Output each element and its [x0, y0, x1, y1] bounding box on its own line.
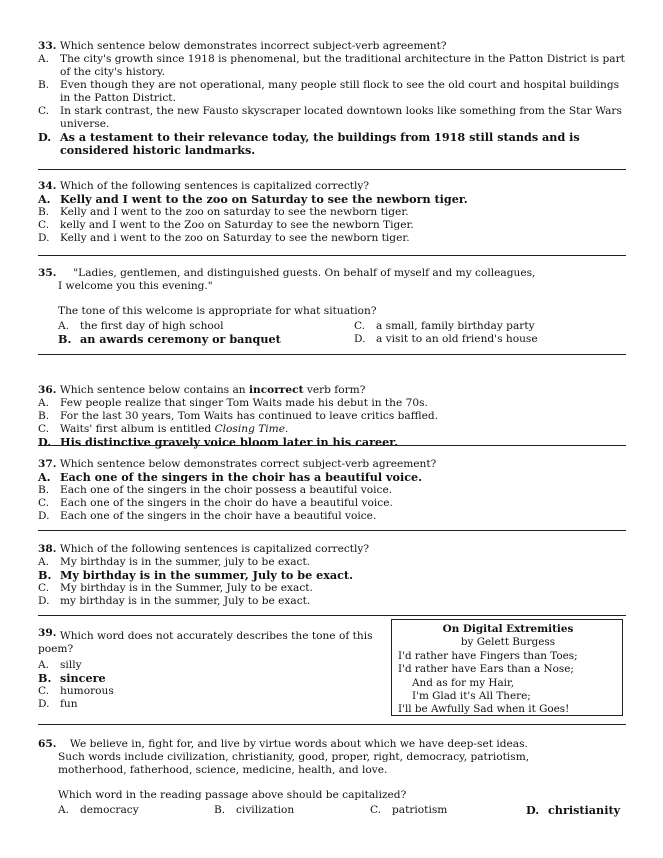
question-number: 36. — [38, 384, 57, 396]
option-letter: B. — [38, 79, 50, 91]
option-text: Kelly and i went to the zoo on Saturday to see the newborn tiger. — [60, 232, 410, 244]
option-a[interactable] — [58, 804, 139, 817]
question-text: Which word does not accurately describes the tone of this poem? — [38, 630, 373, 655]
question-text: Which of the following sentences is capitalized correctly? — [59, 180, 370, 192]
question-38 — [38, 543, 626, 608]
option-letter: A. — [38, 192, 51, 206]
passage — [38, 738, 626, 751]
option-text: My birthday is in the summer, july to be exact. — [60, 556, 311, 568]
option-text: democracy — [80, 804, 139, 816]
option-text: As a testament to their relevance today, the buildings from 1918 still stands and is considered historic landmarks. — [60, 130, 580, 157]
divider — [38, 615, 626, 616]
question-text: The tone of this welcome is appropriate for what situation? — [58, 305, 377, 317]
option-text: patriotism — [392, 804, 448, 816]
option-c[interactable] — [38, 582, 626, 595]
option-letter: D. — [38, 130, 52, 144]
question-number: 39. — [38, 627, 57, 639]
option-b[interactable] — [38, 569, 626, 582]
option-d[interactable] — [38, 232, 626, 245]
poem-line: I'd rather have Ears than a Nose; — [398, 663, 574, 676]
passage-line: We believe in, fight for, and live by virtue words about which we have deep-set ideas. — [69, 738, 528, 750]
option-letter: D. — [38, 232, 50, 244]
option-c[interactable] — [38, 219, 626, 232]
option-text: Few people realize that singer Tom Waits made his debut in the 70s. — [60, 397, 428, 409]
question-34 — [38, 180, 626, 245]
option-letter: C. — [38, 105, 50, 117]
option-d[interactable] — [354, 333, 626, 346]
option-letter: B. — [214, 804, 226, 816]
option-text: . — [285, 423, 289, 435]
option-letter: A. — [38, 53, 50, 65]
option-text: civilization — [236, 804, 295, 816]
option-letter: D. — [38, 510, 50, 522]
question-stem — [38, 627, 388, 656]
poem-line: And as for my Hair, — [412, 676, 515, 689]
passage-line: motherhood, fatherhood, science, medicine, health, and love. — [58, 764, 388, 776]
album-title: Closing Time — [214, 423, 285, 435]
option-d[interactable] — [38, 595, 626, 608]
option-letter: C. — [370, 804, 382, 816]
option-text: In stark contrast, the new Fausto skyscraper located downtown looks like something from the Star Wars universe. — [60, 105, 622, 130]
option-b[interactable] — [58, 333, 330, 346]
option-text: Each one of the singers in the choir have a beautiful voice. — [60, 510, 377, 522]
question-text: Which sentence below demonstrates correct subject-verb agreement? — [59, 458, 437, 470]
option-letter: C. — [38, 219, 50, 231]
option-letter: D. — [354, 333, 366, 345]
option-letter: D. — [526, 803, 540, 817]
passage-line: Such words include civilization, christianity, good, proper, right, democracy, patriotism, — [58, 751, 530, 763]
divider — [38, 724, 626, 725]
poem-title: On Digital Extremities — [442, 623, 574, 635]
option-text: For the last 30 years, Tom Waits has continued to leave critics baffled. — [60, 410, 439, 422]
option-letter: C. — [354, 320, 366, 332]
option-letter: C. — [38, 582, 50, 594]
question-65 — [38, 738, 626, 820]
question-emphasis: incorrect — [248, 384, 304, 396]
poem-line: I'd rather have Fingers than Toes; — [398, 649, 578, 662]
option-letter: D. — [38, 698, 50, 710]
quote — [38, 267, 626, 280]
question-33 — [38, 40, 626, 157]
poem-line: I'm Glad it's All There; — [412, 690, 531, 703]
option-letter: B. — [38, 484, 50, 496]
option-d[interactable] — [38, 131, 626, 157]
option-c[interactable] — [38, 685, 388, 698]
option-b[interactable] — [38, 484, 626, 497]
option-text: Each one of the singers in the choir has a beautiful voice. — [60, 470, 423, 484]
option-letter: D. — [38, 595, 50, 607]
option-a[interactable] — [38, 193, 626, 206]
option-letter: D. — [38, 435, 52, 449]
divider — [38, 255, 626, 256]
divider — [38, 445, 626, 446]
option-text: sincere — [60, 671, 106, 685]
option-letter: B. — [38, 568, 52, 582]
option-d[interactable] — [526, 804, 620, 817]
option-b[interactable] — [38, 410, 626, 423]
option-text: Each one of the singers in the choir do have a beautiful voice. — [60, 497, 393, 509]
option-letter: C. — [38, 423, 50, 435]
question-text: Which sentence below demonstrates incorrect subject-verb agreement? — [59, 40, 447, 52]
question-37 — [38, 458, 626, 523]
option-d[interactable] — [38, 510, 626, 523]
question-number: 65. — [38, 738, 57, 750]
option-a[interactable] — [38, 397, 626, 410]
question-39 — [38, 627, 388, 711]
option-b[interactable] — [38, 672, 388, 685]
option-text: a small, family birthday party — [376, 320, 535, 332]
option-d[interactable] — [38, 436, 626, 449]
option-text: The city's growth since 1918 is phenomenal, but the traditional architecture in the Patton District is part of the city's history. — [60, 53, 625, 78]
option-text: silly — [60, 659, 82, 671]
option-b[interactable] — [38, 79, 626, 105]
question-35 — [38, 267, 626, 346]
option-letter: B. — [38, 206, 50, 218]
option-text: Kelly and I went to the zoo on Saturday to see the newborn tiger. — [60, 192, 468, 206]
question-text: Which word in the reading passage above should be capitalized? — [58, 789, 407, 801]
question-stem — [38, 543, 626, 556]
option-letter: A. — [58, 804, 70, 816]
option-letter: B. — [38, 410, 50, 422]
poem-line: I'll be Awfully Sad when it Goes! — [398, 703, 570, 716]
option-text: Waits' first album is entitled — [60, 423, 215, 435]
option-c[interactable] — [354, 320, 626, 333]
question-number: 38. — [38, 543, 57, 555]
option-c[interactable] — [38, 497, 626, 510]
question-text: verb form? — [303, 384, 366, 396]
quote-line: I welcome you this evening." — [58, 280, 213, 292]
option-text: a visit to an old friend's house — [376, 333, 538, 345]
option-text: christianity — [548, 803, 621, 817]
option-text: kelly and I went to the Zoo on Saturday to see the newborn Tiger. — [60, 219, 414, 231]
option-a[interactable] — [38, 53, 626, 79]
option-d[interactable] — [38, 698, 388, 711]
divider — [38, 169, 626, 170]
option-text: Even though they are not operational, many people still flock to see the old court and hospital buildings in the Patton District. — [60, 79, 620, 104]
quote-line: "Ladies, gentlemen, and distinguished guests. On behalf of myself and my colleagues, — [73, 267, 536, 279]
option-text: fun — [60, 698, 78, 710]
question-stem — [38, 40, 626, 53]
option-letter: A. — [38, 470, 51, 484]
option-letter: A. — [38, 397, 50, 409]
option-b[interactable] — [214, 804, 294, 817]
option-c[interactable] — [38, 105, 626, 131]
option-text: My birthday is in the Summer, July to be exact. — [60, 582, 313, 594]
option-a[interactable] — [38, 471, 626, 484]
option-text: humorous — [60, 685, 114, 697]
divider — [38, 354, 626, 355]
question-stem — [38, 384, 626, 397]
option-letter: B. — [38, 671, 52, 685]
option-text: Each one of the singers in the choir possess a beautiful voice. — [60, 484, 393, 496]
option-text: an awards ceremony or banquet — [80, 332, 281, 346]
question-text: Which sentence below contains an — [59, 384, 249, 396]
option-b[interactable] — [38, 206, 626, 219]
question-number: 34. — [38, 180, 57, 192]
option-letter: A. — [58, 320, 70, 332]
option-letter: C. — [38, 497, 50, 509]
option-letter: A. — [38, 556, 50, 568]
question-text: Which of the following sentences is capitalized correctly? — [59, 543, 370, 555]
poem-author: by Gelett Burgess — [460, 636, 556, 649]
option-letter: B. — [58, 332, 72, 346]
question-number: 37. — [38, 458, 57, 470]
option-text: Kelly and I went to the zoo on saturday to see the newborn tiger. — [60, 206, 409, 218]
option-text: His distinctive gravely voice bloom later in his career. — [60, 435, 399, 449]
question-36 — [38, 384, 626, 449]
question-number: 35. — [38, 267, 57, 279]
option-letter: A. — [38, 659, 50, 671]
divider — [38, 530, 626, 531]
poem-box — [391, 619, 623, 716]
option-letter: C. — [38, 685, 50, 697]
option-text: my birthday is in the summer, July to be exact. — [60, 595, 311, 607]
option-text: the first day of high school — [80, 320, 224, 332]
question-number: 33. — [38, 40, 57, 52]
option-c[interactable] — [370, 804, 447, 817]
option-text: My birthday is in the summer, July to be exact. — [60, 568, 353, 582]
